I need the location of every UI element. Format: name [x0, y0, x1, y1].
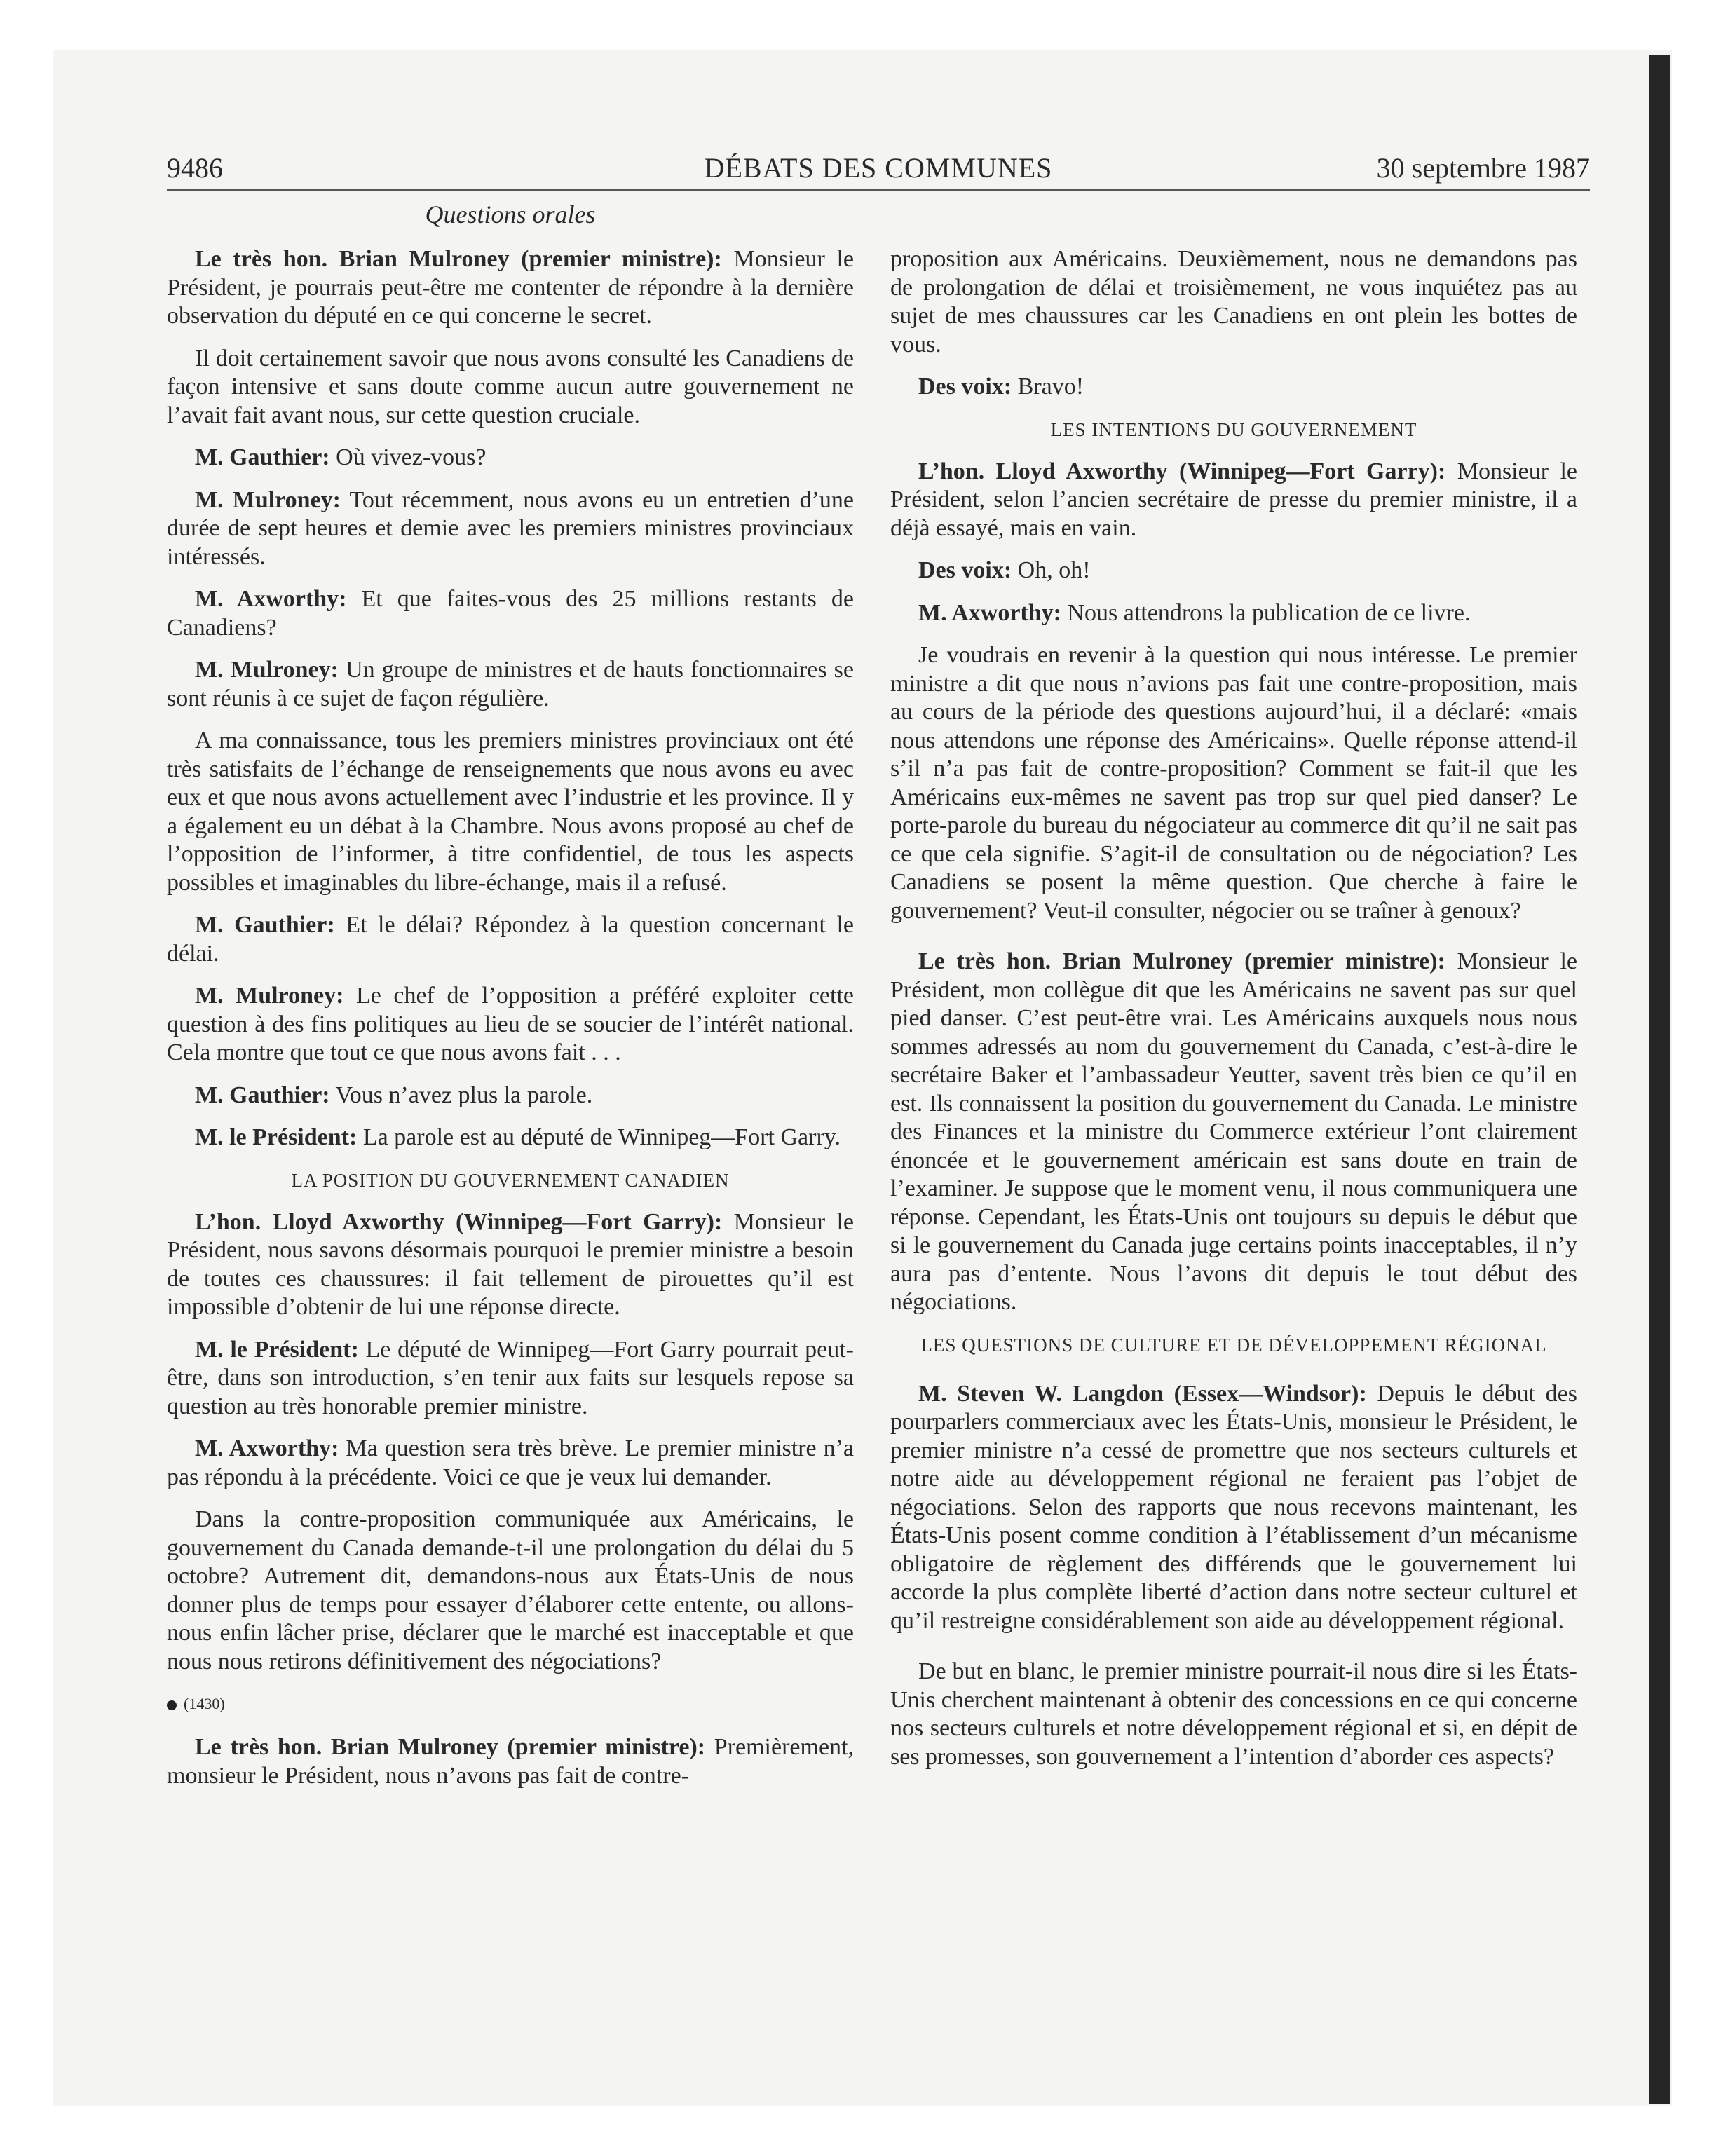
page-number: 9486	[167, 152, 223, 184]
section-heading: LES INTENTIONS DU GOUVERNEMENT	[1050, 418, 1417, 440]
speech: Oh, oh!	[1012, 557, 1091, 583]
paragraph	[167, 345, 854, 430]
speech: Monsieur le Président, mon collègue dit que les Américains ne savent pas sur quel pied danser. C’est peut-être vrai. Les Américains auxquels nous nous sommes adressés au nom du gouvernement du Canada, c’est-à-dire le secrétaire Baker et l’ambassadeur Yeutter, savent très bien ce qu’il en est. Ils connaissent la position du gouvernement du Canada. Le ministre des Finances et la ministre du Commerce extérieur l’ont clairement énoncée et le gouvernement américain est sans doute en train de l’examiner. Je suppose que le moment venu, il nous communiquera une réponse. Cependant, les États-Unis ont toujours su depuis le début que si le gouvernement du Canada juge certains points inacceptables, il n’y aura pas d’entente. Nous l’avons dit depuis le tout début des négociations.	[890, 948, 1577, 1315]
speech: Dans la contre-proposition communiquée aux Américains, le gouvernement du Canada demande-t-il une prolongation du délai du 5 octobre? Autrement dit, demandons-nous aux États-Unis de nous donner plus de temps pour essayer d’élaborer cette entente, ou allons-nous enfin lâcher prise, déclarer que le marché est inacceptable et que nous nous retirons définitivement des négociations?	[167, 1506, 854, 1674]
paragraph	[890, 245, 1577, 359]
speaker: M. Gauthier:	[195, 1082, 330, 1108]
paragraph	[167, 486, 854, 572]
paragraph	[167, 656, 854, 713]
paragraph	[167, 1208, 854, 1322]
paragraph	[890, 557, 1577, 585]
speech: Le chef de l’opposition a préféré exploiter cette question à des fins politiques au lieu de se soucier de l’intérêt national. Cela montre que tout ce que nous avons fait . . .	[167, 983, 854, 1065]
speech: A ma connaissance, tous les premiers ministres provinciaux ont été très satisfaits de l’échange de renseignements que nous avons eu avec eux et que nous avons actuellement avec l’industrie et les province. Il y a également eu un débat à la Chambre. Nous avons proposé au chef de l’opposition de l’informer, à titre confidentiel, de tous les aspects possibles et imaginables du libre-échange, mais il a refusé.	[167, 728, 854, 896]
speech: Monsieur le Président, selon l’ancien secrétaire de presse du premier ministre, il a déjà essayé, mais en vain.	[890, 458, 1577, 541]
speaker: L’hon. Lloyd Axworthy (Winnipeg—Fort Garry):	[918, 458, 1446, 484]
paragraph	[167, 727, 854, 897]
section-heading: LA POSITION DU GOUVERNEMENT CANADIEN	[291, 1169, 730, 1191]
speech: Un groupe de ministres et de hauts fonctionnaires se sont réunis à ce sujet de façon régulière.	[167, 657, 854, 711]
timestamp-text: (1430)	[184, 1695, 225, 1712]
speech: Vous n’avez plus la parole.	[329, 1082, 593, 1108]
paragraph	[890, 373, 1577, 402]
speech: Premièrement, monsieur le Président, nous n’avons pas fait de contre-	[167, 1734, 854, 1789]
paragraph	[167, 1435, 854, 1492]
speech: proposition aux Américains. Deuxièmement, nous ne demandons pas de prolongation de délai et troisièmement, ne vous inquiétez pas au sujet de mes chaussures car les Canadiens en ont plein les bottes de vous.	[890, 246, 1577, 357]
speech: De but en blanc, le premier ministre pourrait-il nous dire si les États-Unis cherchent maintenant à obtenir des concessions en ce qui concerne nos secteurs culturels et notre développement régional et si, en dépit de ses promesses, son gouvernement a l’intention d’aborder ces aspects?	[890, 1658, 1577, 1770]
paragraph	[167, 911, 854, 968]
speaker: Des voix:	[918, 374, 1012, 400]
speaker: Le très hon. Brian Mulroney (premier ministre):	[195, 1734, 706, 1760]
paragraph	[167, 1506, 854, 1676]
bullet-icon	[167, 1700, 177, 1710]
paragraph	[167, 1733, 854, 1790]
speaker: Le très hon. Brian Mulroney (premier ministre):	[195, 246, 722, 272]
paragraph	[167, 585, 854, 642]
speech: Nous attendrons la publication de ce livre.	[1061, 599, 1471, 626]
speech: Monsieur le Président, je pourrais peut-être me contenter de répondre à la dernière observation du député en ce qui concerne le secret.	[167, 246, 854, 329]
left-column	[167, 199, 854, 1804]
timestamp	[167, 1690, 854, 1718]
paragraph	[890, 599, 1577, 628]
speaker: Le très hon. Brian Mulroney (premier ministre):	[918, 948, 1445, 974]
speaker: M. Axworthy:	[195, 586, 347, 612]
section-heading: LES QUESTIONS DE CULTURE ET DE DÉVELOPPEMENT RÉGIONAL	[920, 1334, 1547, 1356]
speech: Depuis le début des pourparlers commerciaux avec les États-Unis, monsieur le Président, le premier ministre n’a cessé de promettre que nos secteurs culturels et notre aide au développement régional ne feraient pas l’objet de négociations. Selon des rapports que nous recevons maintenant, les États-Unis posent comme condition à l’établissement d’un mécanisme obligatoire de règlement des différends que le gouvernement lui accorde la plus complète liberté d’action dans notre secteur culturel et qu’il restreigne considérablement son aide au développement régional.	[890, 1380, 1577, 1634]
speaker: M. Mulroney:	[195, 983, 344, 1009]
paragraph	[167, 245, 854, 331]
paragraph	[167, 1124, 854, 1152]
speaker: M. le Président:	[195, 1124, 358, 1150]
speech: Tout récemment, nous avons eu un entretien d’une durée de sept heures et demie avec les premiers ministres provinciaux intéressés.	[167, 486, 854, 570]
paragraph	[167, 982, 854, 1067]
paragraph	[890, 948, 1577, 1317]
speaker: M. Axworthy:	[195, 1435, 339, 1461]
speech: Et le délai? Répondez à la question concernant le délai.	[167, 912, 854, 967]
speaker: M. Gauthier:	[195, 912, 335, 938]
running-header	[167, 147, 1590, 191]
speaker: M. Steven W. Langdon (Essex—Windsor):	[918, 1380, 1367, 1407]
speaker: L’hon. Lloyd Axworthy (Winnipeg—Fort Garry):	[195, 1208, 723, 1235]
speech: Où vivez-vous?	[329, 444, 487, 470]
speaker: M. Axworthy:	[918, 599, 1061, 626]
speech: Et que faites-vous des 25 millions restants de Canadiens?	[167, 586, 854, 641]
speaker: M. Mulroney:	[195, 657, 339, 683]
speaker: M. Gauthier:	[195, 444, 330, 470]
section-label: Questions orales	[425, 200, 596, 228]
speech: Le député de Winnipeg—Fort Garry pourrait peut-être, dans son introduction, s’en tenir aux faits sur lesquels repose sa question au très honorable premier ministre.	[167, 1336, 854, 1419]
speaker: M. Mulroney:	[195, 486, 341, 513]
paragraph	[890, 458, 1577, 543]
speaker: M. le Président:	[195, 1336, 359, 1363]
paragraph	[167, 1082, 854, 1110]
publication-date: 30 septembre 1987	[1376, 152, 1590, 184]
paragraph	[890, 1380, 1577, 1636]
paragraph	[890, 641, 1577, 925]
publication-title: DÉBATS DES COMMUNES	[704, 152, 1053, 184]
speech: Bravo!	[1012, 374, 1084, 400]
speaker: Des voix:	[918, 557, 1012, 583]
paragraph	[167, 444, 854, 472]
speech: Il doit certainement savoir que nous avons consulté les Canadiens de façon intensive et sans doute comme aucun autre gouvernement ne l’avait fait avant nous, sur cette question cruciale.	[167, 345, 854, 428]
scan-edge-shadow	[1649, 55, 1670, 2104]
right-column	[890, 245, 1577, 1785]
speech: Je voudrais en revenir à la question qui nous intéresse. Le premier ministre a dit que nous n’avions pas fait une contre-proposition, mais au cours de la période des questions aujourd’hui, il a déclaré: «mais nous attendons une réponse des Américains». Quelle réponse attend-il s’il n’a pas fait de contre-proposition? Comment se fait-il que les Américains eux-mêmes ne savent pas trop sur quel pied danser? Le porte-parole du bureau du négociateur au commerce dit qu’il ne sait pas ce que cela signifie. S’agit-il de consultation ou de négociation? Les Canadiens se posent la même question. Que cherche à faire le gouvernement? Veut-il consulter, négocier ou se traîner à genoux?	[890, 642, 1577, 924]
paragraph	[890, 1658, 1577, 1771]
speech: Ma question sera très brève. Le premier ministre n’a pas répondu à la précédente. Voici ce que je veux lui demander.	[167, 1435, 855, 1490]
paragraph	[167, 1336, 854, 1421]
speech: Monsieur le Président, nous savons désormais pourquoi le premier ministre a besoin de toutes ces chaussures: il fait tellement de pirouettes qu’il est impossible d’obtenir de lui une réponse directe.	[167, 1208, 854, 1320]
speech: La parole est au député de Winnipeg—Fort Garry.	[357, 1124, 841, 1150]
